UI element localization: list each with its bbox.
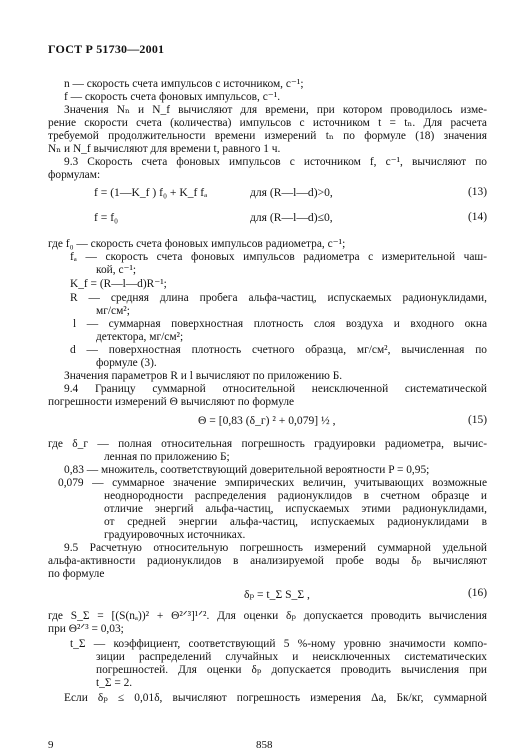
equation-number: (16) <box>468 587 487 599</box>
equation: f = (1—K_f ) f₀ + K_f fₐ <box>94 186 208 199</box>
equation-number: (13) <box>468 186 487 198</box>
text-line: при Θ²ᐟ³ = 0,03; <box>48 623 124 635</box>
text-line: детектора, мг/см²; <box>96 331 184 343</box>
equation: для (R—l—d)>0, <box>250 186 333 199</box>
text-line: t_Σ = 2. <box>96 677 133 689</box>
sheet-number: 858 <box>256 739 273 751</box>
text-line: Если δₚ ≤ 0,01δ, вычисляют погрешность измерения Δa, Бк/кг, суммарной <box>64 692 487 704</box>
text-line: мг/см²; <box>96 305 130 317</box>
text-line: формуле (3). <box>96 357 157 369</box>
text-line: отличие энергий альфа-частиц, испускаемых этими радионуклидами, <box>104 503 487 515</box>
text-line: альфа-активности радионуклидов в анализируемой пробе воды δₚ вычисляют <box>48 555 487 567</box>
equation: f = f₀ <box>94 211 119 224</box>
text-line: формулам: <box>48 169 101 181</box>
text-line: 0,079 — суммарное значение эмпирических величин, учитывающих возможные <box>58 477 487 489</box>
text-line: неоднородности распределения радионуклидов в счетном образце и <box>104 490 487 502</box>
equation-number: (15) <box>468 414 487 426</box>
text-line: R — средняя длина пробега альфа-частиц, испускаемых радионуклидами, <box>70 292 487 304</box>
text-line: где f₀ — скорость счета фоновых импульсов радиометра, с⁻¹; <box>48 238 346 250</box>
text-line: 9.3 Скорость счета фоновых импульсов с источником f, с⁻¹, вычисляют по <box>64 156 487 168</box>
text-line: Значения Nₙ и N_f вычисляют для времени, при котором проводилось изме- <box>64 104 487 116</box>
equation: для (R—l—d)≤0, <box>250 211 333 224</box>
text-line: где S_Σ = [(S(nₐ))² + Θ²ᐟ³]¹ᐟ². Для оценки δₚ допускается проводить вычисления <box>48 610 487 622</box>
text-line: n — скорость счета импульсов с источником, с⁻¹; <box>64 78 304 90</box>
text-line: погрешностей. Для оценки δₚ допускается проводить вычисления при <box>96 664 487 676</box>
text-line: K_f = (R—l—d)R⁻¹; <box>70 278 167 290</box>
text-line: Значения параметров R и l вычисляют по приложению Б. <box>64 370 343 382</box>
text-line: градуировочных источниках. <box>104 529 246 541</box>
document-header: ГОСТ Р 51730—2001 <box>48 42 165 56</box>
text-line: 0,83 — множитель, соответствующий доверительной вероятности P = 0,95; <box>64 464 430 476</box>
text-line: d — поверхностная плотность счетного образца, мг/см², вычисленная по <box>70 344 487 356</box>
text-line: требуемой продолжительности времени измерений tₙ по формуле (18) значения <box>48 130 487 142</box>
page-number: 9 <box>48 739 54 751</box>
text-line: ленная по приложению Б; <box>104 451 230 463</box>
text-line: 9.5 Расчетную относительную погрешность измерений суммарной удельной <box>64 542 487 554</box>
text-line: где δ_г — полная относительная погрешность градуировки радиометра, вычис- <box>48 438 487 450</box>
equation-number: (14) <box>468 211 487 223</box>
text-line: 9.4 Границу суммарной относительной неисключенной систематической <box>64 383 487 395</box>
text-line: кой, с⁻¹; <box>96 264 137 276</box>
text-line: зиции распределений случайных и неисключенных систематических <box>96 651 487 663</box>
text-line: рение скорости счета (количества) импульсов с источником t = tₙ. Для расчета <box>48 117 487 129</box>
text-line: f — скорость счета фоновых импульсов, с⁻¹. <box>64 91 281 103</box>
text-line: по формуле <box>48 568 105 580</box>
text-line: погрешности измерений Θ вычисляют по формуле <box>48 396 295 408</box>
equation: Θ = [0,83 (δ_г) ² + 0,079] ½ , <box>198 414 336 427</box>
text-line: Nₙ и N_f вычисляют для времени t, равного 1 ч. <box>48 143 281 155</box>
text-line: fₐ — скорость счета фоновых импульсов радиометра с измерительной чаш- <box>70 251 487 263</box>
text-line: l — суммарная поверхностная плотность слоя воздуха и входного окна <box>73 318 487 330</box>
equation: δₚ = t_Σ S_Σ , <box>244 588 310 601</box>
text-line: t_Σ — коэффициент, соответствующий 5 %-ному уровню значимости компо- <box>70 638 487 650</box>
text-line: от средней энергии альфа-частиц, испускаемых радионуклидами в <box>104 516 487 528</box>
